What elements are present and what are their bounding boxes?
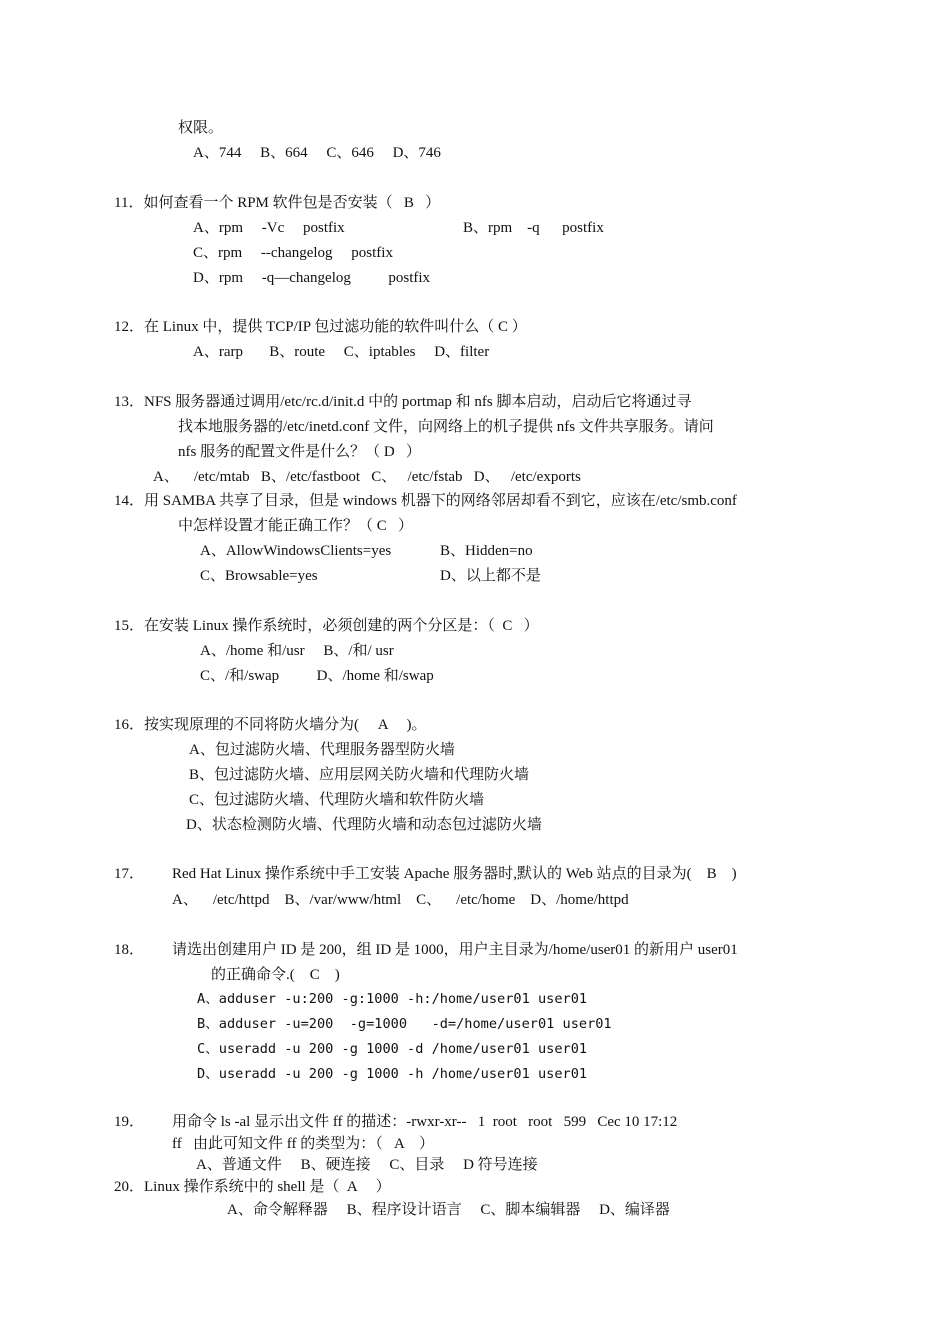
question-18-option-b: B、adduser -u=200 -g=1000 -d=/home/user01 user01	[197, 1016, 612, 1032]
question-18-stem-line-1: 请选出创建用户 ID 是 200，组 ID 是 1000，用户主目录为/home/user01 的新用户 user01	[172, 942, 738, 958]
question-16-stem: 16．按实现原理的不同将防火墙分为( A )。	[114, 717, 427, 733]
question-18-number: 18．	[114, 942, 145, 958]
question-11-stem: 11．如何查看一个 RPM 软件包是否安装（ B ）	[114, 195, 441, 211]
question-20-options: A、命令解释器 B、程序设计语言 C、脚本编辑器 D、编译器	[227, 1202, 670, 1218]
question-11-option-a: A、rpm -Vc postfix	[193, 220, 345, 236]
question-13-stem-line-2: 找本地服务器的/etc/inetd.conf 文件，向网络上的机子提供 nfs 文件共享服务。请问	[178, 419, 714, 435]
question-18-option-d: D、useradd -u 200 -g 1000 -h /home/user01 user01	[197, 1066, 588, 1082]
question-12-stem: 12．在 Linux 中，提供 TCP/IP 包过滤功能的软件叫什么（ C ）	[114, 319, 527, 335]
question-10-continuation: 权限。	[178, 120, 224, 136]
question-16-option-a: A、包过滤防火墙、代理服务器型防火墙	[189, 742, 455, 758]
question-14-option-b: B、Hidden=no	[440, 543, 533, 559]
question-15-stem: 15．在安装 Linux 操作系统时，必须创建的两个分区是：（ C ）	[114, 618, 539, 634]
question-14-option-c: C、Browsable=yes	[200, 568, 318, 584]
question-13-stem-line-3: nfs 服务的配置文件是什么？（ D ）	[178, 444, 421, 460]
question-13-options: A、 /etc/mtab B、/etc/fastboot C、 /etc/fstab D、 /etc/exports	[153, 469, 581, 485]
question-13-stem-line-1: 13．NFS 服务器通过调用/etc/rc.d/init.d 中的 portmap 和 nfs 脚本启动，启动后它将通过寻	[114, 394, 692, 410]
question-11-option-d: D、rpm -q—changelog postfix	[193, 270, 431, 286]
question-19-number: 19．	[114, 1114, 145, 1130]
question-14-option-d: D、以上都不是	[440, 568, 541, 584]
question-19-stem-line-2: ff 由此可知文件 ff 的类型为：（ A ）	[172, 1136, 434, 1152]
question-11-option-c: C、rpm --changelog postfix	[193, 245, 393, 261]
question-16-option-d: D、状态检测防火墙、代理防火墙和动态包过滤防火墙	[186, 817, 542, 833]
question-19-options: A、普通文件 B、硬连接 C、目录 D 符号连接	[196, 1157, 538, 1173]
question-16-option-c: C、包过滤防火墙、代理防火墙和软件防火墙	[189, 792, 485, 808]
question-14-stem-line-1: 14．用 SAMBA 共享了目录，但是 windows 机器下的网络邻居却看不到它，应该在/etc/smb.conf	[114, 493, 737, 509]
question-16-option-b: B、包过滤防火墙、应用层网关防火墙和代理防火墙	[189, 767, 530, 783]
question-18-option-a: A、adduser -u:200 -g:1000 -h:/home/user01 user01	[197, 991, 588, 1007]
question-15-options-line-1: A、/home 和/usr B、/和/ usr	[200, 643, 394, 659]
question-20-stem: 20．Linux 操作系统中的 shell 是（ A ）	[114, 1179, 391, 1195]
question-17-number: 17．	[114, 866, 145, 882]
question-19-stem-line-1: 用命令 ls -al 显示出文件 ff 的描述：-rwxr-xr-- 1 root root 599 Cec 10 17:12	[172, 1114, 678, 1130]
question-15-options-line-2: C、/和/swap D、/home 和/swap	[200, 668, 434, 684]
question-14-stem-line-2: 中怎样设置才能正确工作？（ C ）	[178, 518, 414, 534]
question-12-options: A、rarp B、route C、iptables D、filter	[193, 344, 490, 360]
question-14-option-a: A、AllowWindowsClients=yes	[200, 543, 392, 559]
question-18-option-c: C、useradd -u 200 -g 1000 -d /home/user01 user01	[197, 1041, 588, 1057]
question-17-options: A、 /etc/httpd B、/var/www/html C、 /etc/home D、/home/httpd	[172, 892, 629, 908]
question-17-stem: Red Hat Linux 操作系统中手工安装 Apache 服务器时,默认的 Web 站点的目录为( B )	[172, 866, 737, 882]
question-18-stem-line-2: 的正确命令.( C )	[211, 967, 340, 983]
question-10-options: A、744 B、664 C、646 D、746	[193, 145, 441, 161]
question-11-option-b: B、rpm -q postfix	[463, 220, 604, 236]
